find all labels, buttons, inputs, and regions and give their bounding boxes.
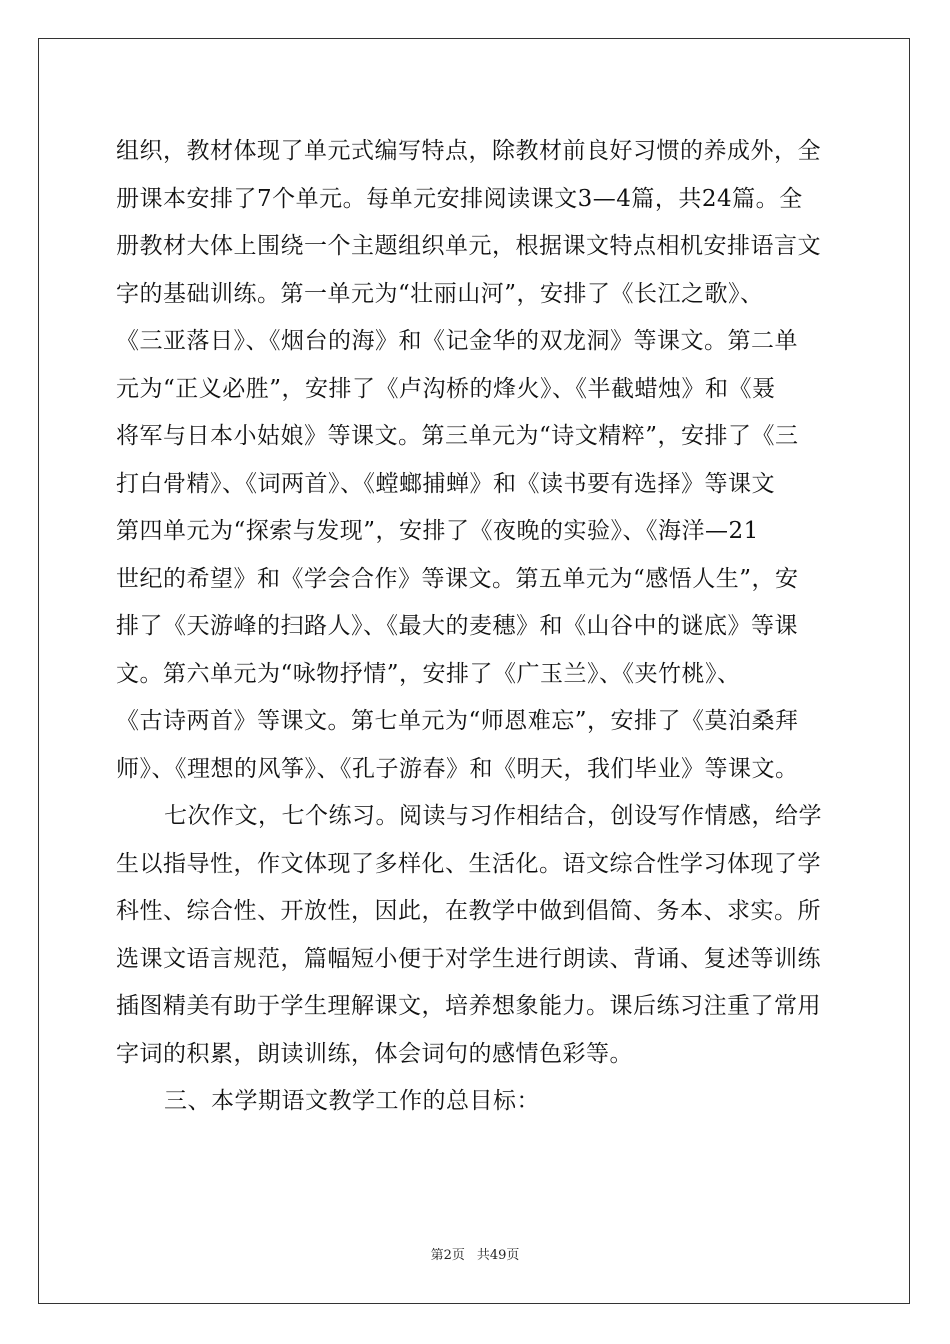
text-line: 组织，教材体现了单元式编写特点，除教材前良好习惯的养成外，全: [116, 138, 821, 164]
text-line: 插图精美有助于学生理解课文，培养想象能力。课后练习注重了常用: [116, 993, 821, 1019]
text-line: 选课文语言规范，篇幅短小便于对学生进行朗读、背诵、复述等训练: [116, 945, 821, 972]
text-line: 将军与日本小姑娘》等课文。第三单元为“诗文精粹”，安排了《三: [116, 423, 799, 449]
text-line: 字的基础训练。第一单元为“壮丽山河”，安排了《长江之歌》、: [116, 280, 764, 307]
text-line: 《三亚落日》、《烟台的海》和《记金华的双龙洞》等课文。第二单: [116, 328, 798, 354]
page-footer: [0, 1244, 950, 1263]
text-line: 打白骨精》、《词两首》、《螳螂捕蝉》和《读书要有选择》等课文: [116, 470, 775, 497]
text-line: 师》、《理想的风筝》、《孔子游春》和《明天，我们毕业》等课文。: [116, 755, 799, 782]
text-line: 排了《天游峰的扫路人》、《最大的麦穗》和《山谷中的谜底》等课: [116, 613, 798, 639]
text-line: 文。第六单元为“咏物抒情”，安排了《广玉兰》、《夹竹桃》、: [116, 660, 741, 687]
page-total: 共49页: [476, 1248, 520, 1263]
text-line: 册教材大体上围绕一个主题组织单元，根据课文特点相机安排语言文: [116, 233, 821, 259]
text-line: 《古诗两首》等课文。第七单元为“师恩难忘”，安排了《莫泊桑拜: [116, 708, 799, 734]
text-line: 生以指导性，作文体现了多样化、生活化。语文综合性学习体现了学: [116, 850, 821, 877]
text-line: 科性、综合性、开放性，因此，在教学中做到倡简、务本、求实。所: [116, 898, 821, 924]
document-body: [116, 128, 846, 1126]
text-line: 第四单元为“探索与发现”，安排了《夜晚的实验》、《海洋—21: [116, 518, 759, 544]
paragraph-start-line: 七次作文，七个练习。阅读与习作相结合，创设写作情感，给学: [164, 803, 822, 829]
text-line: 元为“正义必胜”，安排了《卢沟桥的烽火》、《半截蜡烛》和《聂: [116, 375, 776, 402]
page-number: 第2页: [430, 1248, 465, 1263]
section-heading: 三、本学期语文教学工作的总目标：: [164, 1088, 540, 1114]
text-line: 册课本安排了7个单元。每单元安排阅读课文3—4篇，共24篇。全: [116, 185, 803, 212]
text-line: 字词的积累，朗读训练，体会词句的感情色彩等。: [116, 1040, 633, 1067]
text-line: 世纪的希望》和《学会合作》等课文。第五单元为“感悟人生”，安: [116, 565, 799, 592]
